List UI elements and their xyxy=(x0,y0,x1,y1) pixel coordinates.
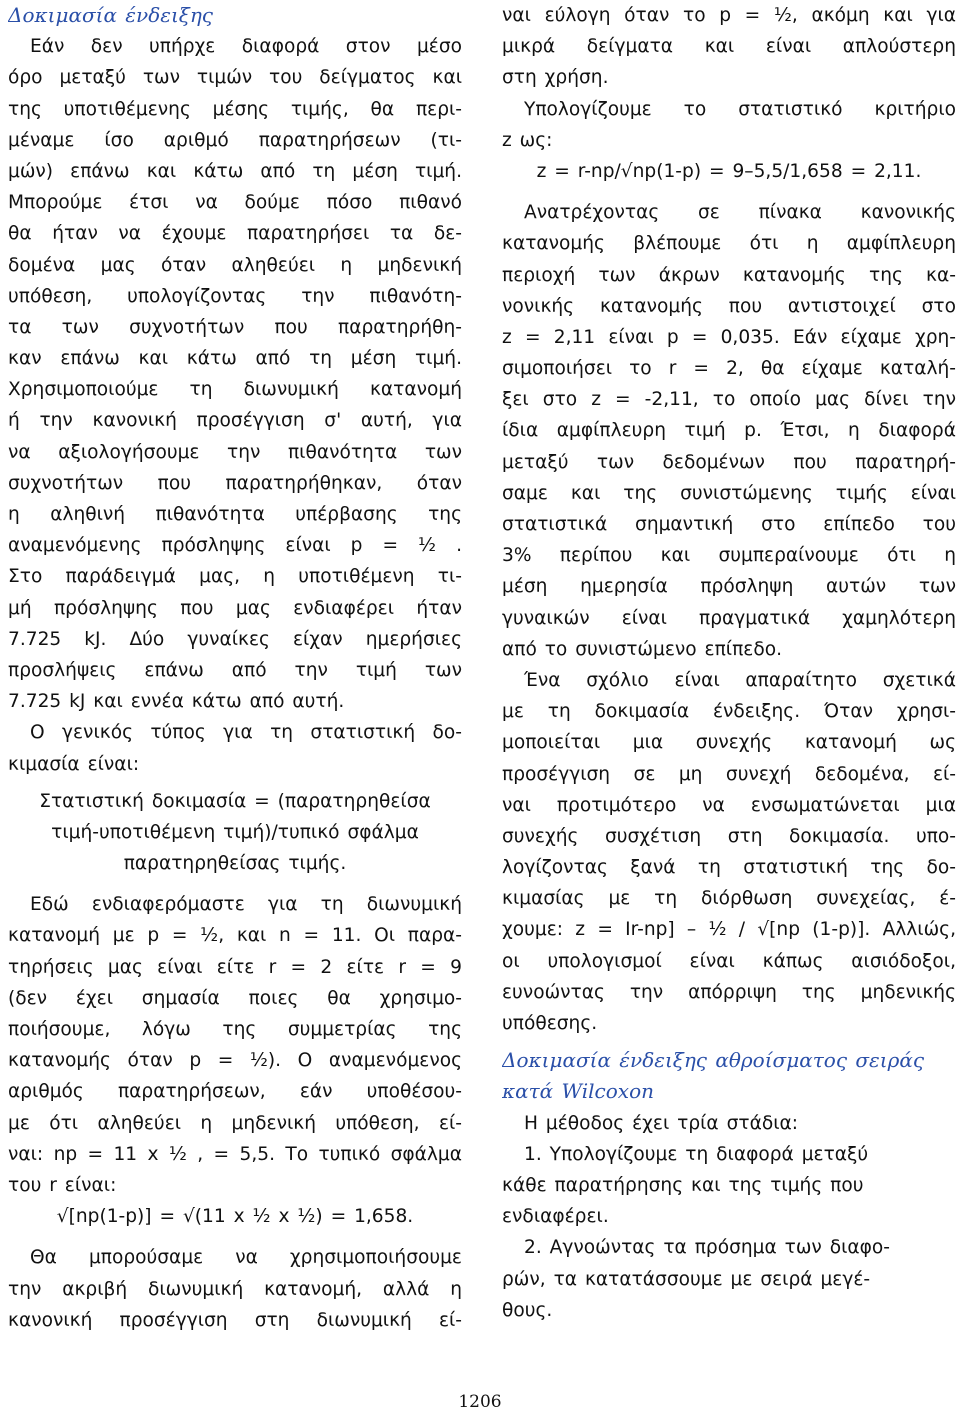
text-line: κιμασίας με τη διόρθωση συνεχείας, έ- xyxy=(502,888,956,910)
text-line: στη χρήση. xyxy=(502,67,609,89)
text-line: υπόθεση, υπολογίζοντας την πιθανότη- xyxy=(8,285,462,307)
text-line: του r είναι: xyxy=(8,1174,117,1196)
formula-line: παρατηρηθείσας τιμής. xyxy=(123,853,347,875)
section-heading: Δοκιμασία ένδειξης αθροίσματος σειράς xyxy=(502,1048,925,1073)
text-line: κανονική προσέγγιση στη διωνυμική εί- xyxy=(8,1309,462,1331)
text-line: όρο μεταξύ των τιμών του δείγματος και xyxy=(8,67,462,89)
text-line: η αληθινή πιθανότητα υπέρβασης της xyxy=(8,504,462,525)
text-line: ναι προτιμότερο να ενσωματώνεται μια xyxy=(502,794,956,816)
text-line: μοποιείται μια συνεχής κατανομή ως xyxy=(502,732,956,754)
text-line: Θα μπορούσαμε να χρησιμοποιήσουμε xyxy=(30,1247,462,1269)
text-line: Ο γενικός τύπος για τη στατιστική δο- xyxy=(30,722,462,744)
text-line: ρών, τα κατατάσσουμε με σειρά μεγέ- xyxy=(502,1268,871,1290)
text-line: ίδια αμφίπλευρη τιμή p. Έτσι, η διαφορά xyxy=(502,420,956,442)
text-line: Εάν δεν υπήρχε διαφορά στον μέσο xyxy=(30,36,462,58)
text-line: σιμοποιήσει το r = 2, θα είχαμε καταλή- xyxy=(502,358,956,380)
text-line: κατανομής βλέπουμε ότι η αμφίπλευρη xyxy=(502,233,956,255)
text-line: κατανομή με p = ½, και n = 11. Οι παρα- xyxy=(8,925,462,947)
text-line: Μπορούμε έτσι να δούμε πόσο πιθανό xyxy=(8,192,462,214)
text-line: ποιήσουμε, λόγω της συμμετρίας της xyxy=(8,1019,462,1040)
text-line: κιμασία είναι: xyxy=(8,753,140,775)
paragraph-spacer xyxy=(502,187,956,197)
text-line: 1. Υπολογίζουμε τη διαφορά μεταξύ xyxy=(524,1143,869,1165)
text-line: Στο παράδειγμά μας, η υποτιθέμενη τι- xyxy=(8,566,462,588)
section-heading: Δοκιμασία ένδειξης xyxy=(8,3,214,27)
text-line: συχνοτήτων που παρατηρήθηκαν, όταν xyxy=(8,472,462,494)
formula-line: Στατιστική δοκιμασία = (παρατηρηθείσα xyxy=(39,790,431,812)
text-line: την ακριβή διωνυμική κατανομή, αλλά η xyxy=(8,1278,462,1300)
text-line: ευνοώντας την απόρριψη της μηδενικής xyxy=(502,981,956,1003)
text-line: οι υπολογισμοί είναι κάπως αισιόδοξοι, xyxy=(502,950,956,972)
text-line: σαμε και της συνιστώμενης τιμής είναι xyxy=(502,482,956,504)
text-line: 7.725 kJ. Δύο γυναίκες είχαν ημερήσιες xyxy=(8,628,462,650)
text-line: με τη δοκιμασία ένδειξης. Όταν χρησι- xyxy=(502,701,956,723)
text-line: Υπολογίζουμε το στατιστικό κριτήριο xyxy=(524,98,956,120)
text-line: θους. xyxy=(502,1299,553,1321)
text-line: από το συνιστώμενο επίπεδο. xyxy=(502,638,782,660)
text-line: αριθμός παρατηρήσεων, εάν υποθέσου- xyxy=(8,1081,462,1103)
text-line: προσέγγιση σε μη συνεχή δεδομένα, εί- xyxy=(502,763,956,785)
text-line: περιοχή των άκρων κατανομής της κα- xyxy=(502,264,956,286)
text-line: 7.725 kJ και εννέα κάτω από αυτή. xyxy=(8,691,345,713)
text-line: μή πρόσληψης που μας ενδιαφέρει ήταν xyxy=(8,597,462,619)
text-line: ναι εύλογη όταν το p = ½, ακόμη και για xyxy=(502,5,956,26)
right-text-column xyxy=(502,0,956,1326)
text-line: κάθε παρατήρησης και της τιμής που xyxy=(502,1174,864,1196)
text-line: υπόθεσης. xyxy=(502,1013,598,1034)
text-line: κατανομής όταν p = ½). Ο αναμενόμενος xyxy=(8,1050,462,1072)
text-line: μέναμε ίσο αριθμό παρατηρήσεων (τι- xyxy=(8,129,462,151)
text-line: μικρά δείγματα και είναι απλούστερη xyxy=(502,36,956,58)
page-number: 1206 xyxy=(458,1392,502,1412)
text-line: 3% περίπου και συμπεραίνουμε ότι η xyxy=(502,545,956,567)
text-line: στατιστικά σημαντική στο επίπεδο του xyxy=(502,514,956,535)
text-line: z = 2,11 είναι p = 0,035. Εάν είχαμε χρη- xyxy=(502,326,956,348)
text-line: (δεν έχει σημασία ποιες θα χρησιμο- xyxy=(8,987,462,1009)
formula-line: √[np(1-p)] = √(11 x ½ x ½) = 1,658. xyxy=(56,1206,414,1228)
text-line: z ως: xyxy=(502,129,553,151)
formula-line: τιμή-υποτιθέμενη τιμή)/τυπικό σφάλμα xyxy=(51,821,419,843)
text-line: μέση ημερησία πρόσληψη αυτών των xyxy=(502,576,956,598)
left-text-column xyxy=(8,0,462,1336)
text-line: Ένα σχόλιο είναι απαραίτητο σχετικά xyxy=(524,669,956,691)
text-line: χουμε: z = Ir-np] – ½ / √[np (1-p)]. Αλλιώς, xyxy=(502,919,956,941)
text-line: προσλήψεις επάνω από την τιμή των xyxy=(8,659,462,681)
text-line: τα των συχνοτήτων που παρατηρήθη- xyxy=(8,316,462,338)
text-line: λογίζοντας ξανά τη στατιστική της δο- xyxy=(502,857,956,879)
text-line: ενδιαφέρει. xyxy=(502,1206,609,1228)
text-line: δομένα μας όταν αληθεύει η μηδενική xyxy=(8,254,462,276)
text-line: τηρήσεις μας είναι είτε r = 2 είτε r = 9 xyxy=(8,956,462,978)
text-line: να αξιολογήσουμε την πιθανότητα των xyxy=(8,441,462,463)
paragraph-spacer xyxy=(8,1232,462,1242)
text-line: θα ήταν να έχουμε παρατηρήσει τα δε- xyxy=(8,223,462,245)
text-line: με ότι αληθεύει η μηδενική υπόθεση, εί- xyxy=(8,1112,462,1134)
text-line: Η μέθοδος έχει τρία στάδια: xyxy=(524,1112,799,1134)
text-line: ή την κανονική προσέγγιση σ' αυτή, για xyxy=(8,410,462,432)
text-line: Ανατρέχοντας σε πίνακα κανονικής xyxy=(524,202,956,224)
text-line: καν επάνω και κάτω από τη μέση τιμή. xyxy=(8,348,462,370)
text-line: συνεχής συσχέτιση στη δοκιμασία. υπο- xyxy=(502,825,956,847)
text-line: 2. Αγνοώντας τα πρόσημα των διαφο- xyxy=(524,1237,891,1259)
text-line: γυναικών είναι πραγματικά χαμηλότερη xyxy=(502,607,956,629)
text-line: αναμενόμενης πρόσληψης είναι p = ½ . xyxy=(8,535,462,557)
text-line: νονικής κατανομής που αντιστοιχεί στο xyxy=(502,295,956,317)
section-heading: κατά Wilcoxon xyxy=(502,1079,654,1104)
text-line: μών) επάνω και κάτω από τη μέση τιμή. xyxy=(8,160,462,182)
text-line: ξει στο z = -2,11, το οποίο μας δίνει την xyxy=(502,389,956,411)
text-line: της υποτιθέμενης μέσης τιμής, θα περι- xyxy=(8,98,462,120)
text-line: Χρησιμοποιούμε τη διωνυμική κατανομή xyxy=(8,379,462,401)
formula-line: z = r-np/√np(1-p) = 9–5,5/1,658 = 2,11. xyxy=(536,160,922,182)
text-line: Εδώ ενδιαφερόμαστε για τη διωνυμική xyxy=(30,894,462,916)
text-line: μεταξύ των δεδομένων που παρατηρή- xyxy=(502,451,956,473)
text-line: ναι: np = 11 x ½ , = 5,5. Το τυπικό σφάλμα xyxy=(8,1143,462,1165)
paragraph-spacer xyxy=(8,879,462,889)
